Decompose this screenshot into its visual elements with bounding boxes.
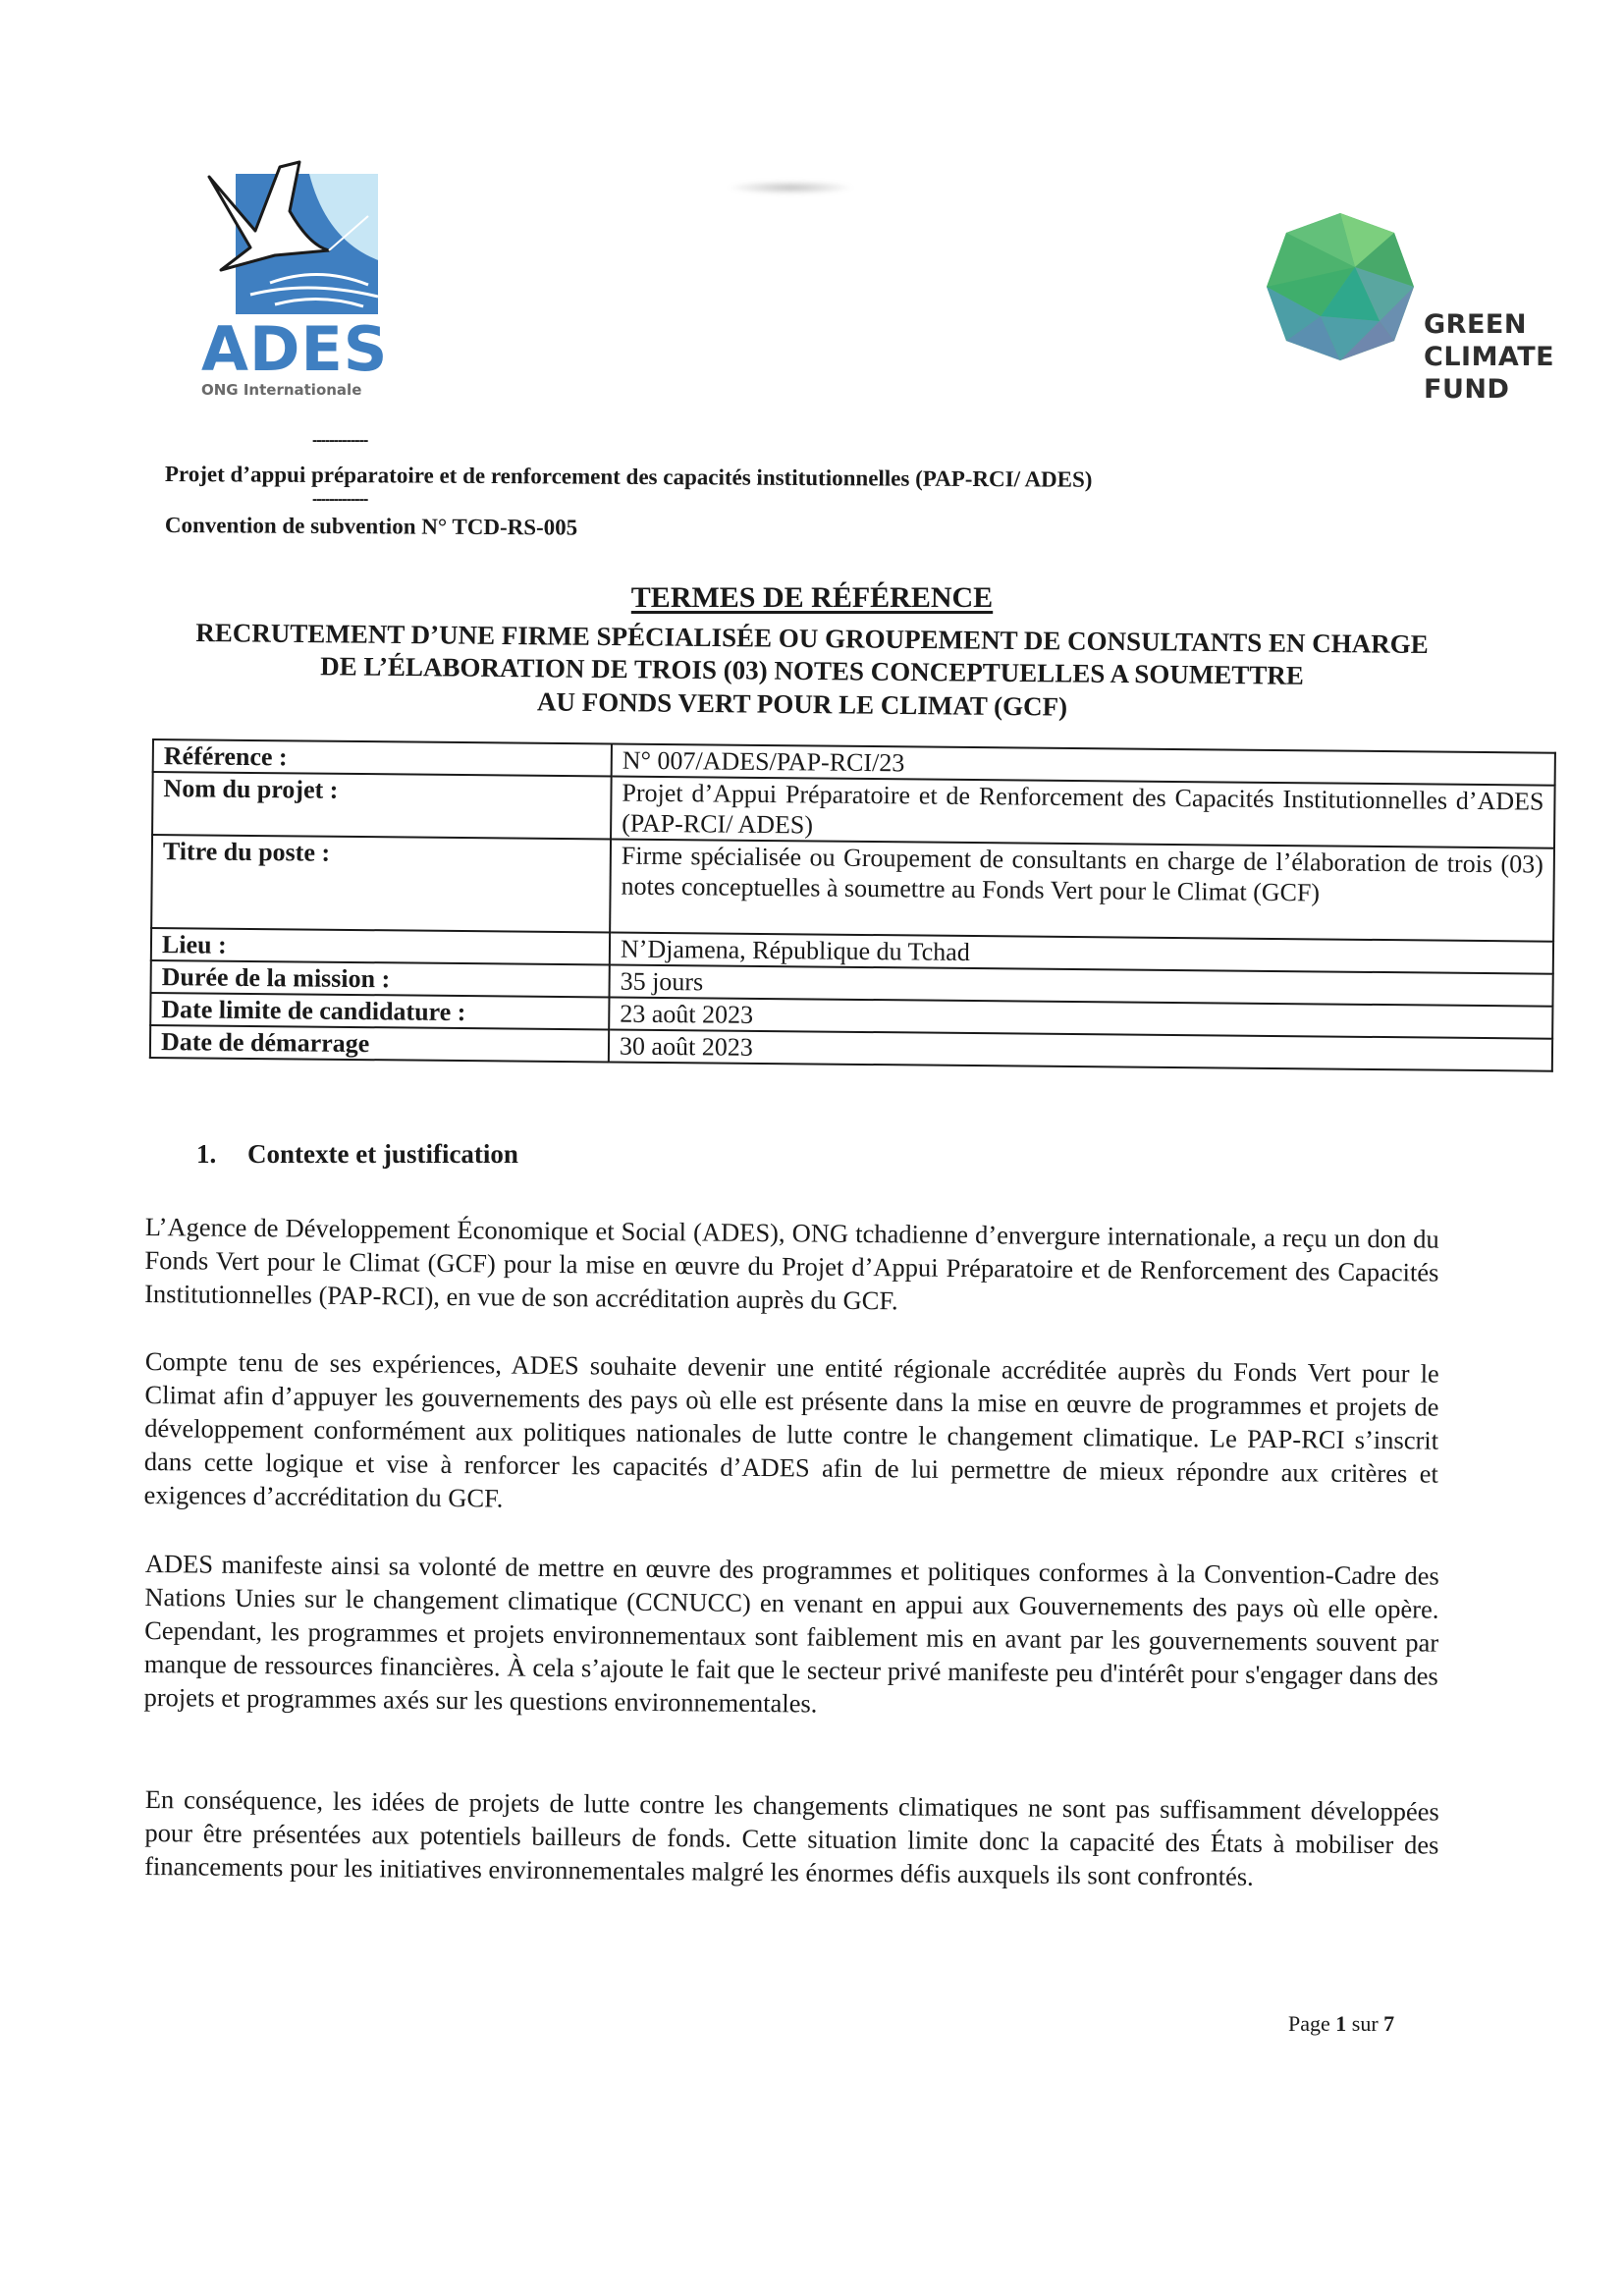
row-value: Firme spécialisée ou Groupement de consultants en charge de l’élaboration de trois (03) notes conceptuelles à soumettre au Fonds Vert pour le Climat (GCF) [610,839,1554,941]
ades-subtitle: ONG Internationale [201,381,362,399]
row-label: Titre du poste : [151,835,611,932]
title-subtitle-line-2: DE L’ÉLABORATION DE TROIS (03) NOTES CONCEPTUELLES A SOUMETTRE [320,651,1305,690]
section-number: 1. [196,1139,217,1169]
separator-bottom: ------------- [312,491,368,508]
convention-line: Convention de subvention N° TCD-RS-005 [164,513,578,540]
row-label: Date limite de candidature : [150,993,609,1029]
row-label: Lieu : [151,928,610,964]
page-number: Page 1 sur 7 [1288,2011,1395,2036]
ades-wordmark: ADES [201,313,389,385]
geodesic-globe-icon [1262,208,1419,365]
scan-smudge [727,181,854,194]
row-value: 30 août 2023 [609,1029,1552,1070]
document-title: TERMES DE RÉFÉRENCE [630,581,994,614]
row-label: Durée de la mission : [151,960,610,997]
dove-icon [182,137,378,314]
title-subtitle-line-1: RECRUTEMENT D’UNE FIRME SPÉCIALISÉE OU GROUPEMENT DE CONSULTANTS EN CHARGE [195,617,1429,660]
paragraph: ADES manifeste ainsi sa volonté de mettre en œuvre des programmes et politiques conformes à la Convention-Cadre des Nations Unies sur le changement climatique (CCNUCC) en venant en appui aux Gouvernements des pays où elle opère. Cependant, les programmes et projets environnementaux sont faiblement mis en avant par les gouvernements souvent par manque de ressources financières. À cela s’ajoute le fait que le secteur privé manifeste peu d'intérêt pour s'engager dans des projets et programmes axés sur les questions environnementales. [143,1548,1439,1719]
paragraph: Compte tenu de ses expériences, ADES souhaite devenir une entité régionale accréditée auprès du Fonds Vert pour le Climat afin d’appuyer les gouvernements des pays où elle est présente dans la mise en œuvre de programmes et projets de développement conformément aux politiques nationales de lutte contre le changement climatique. Le PAP-RCI s’inscrit dans cette logique et vise à renforcer les capacités d’ADES afin de lui permettre de mieux répondre aux critères et exigences d’accréditation du GCF. [143,1345,1439,1513]
info-table [149,738,1556,1072]
title-subtitle-line-3: AU FONDS VERT POUR LE CLIMAT (GCF) [536,686,1068,722]
paragraph: L’Agence de Développement Économique et Social (ADES), ONG tchadienne d’envergure internationale, a reçu un don du Fonds Vert pour le Climat (GCF) pour la mise en œuvre du Projet d’Appui Préparatoire et de Renforcement des Capacités Institutionnelles (PAP-RCI), en vue de son accréditation auprès du GCF. [144,1211,1439,1315]
section-heading [196,1139,518,1170]
table-row [151,835,1554,942]
paragraph: En conséquence, les idées de projets de lutte contre les changements climatiques ne sont pas suffisamment développées pour être présentées aux potentiels bailleurs de fonds. Cette situation limite donc la capacité des États à mobiliser des financements pour les initiatives environnementales malgré les énormes défis auxquels ils sont confrontés. [144,1783,1439,1891]
section-title: Contexte et justification [247,1139,518,1169]
row-label: Nom du projet : [152,772,612,839]
row-value: 23 août 2023 [609,997,1552,1038]
project-line: Projet d’appui préparatoire et de renforcement des capacités institutionnelles (PAP-RCI/ ADES) [164,462,1093,492]
row-value: Projet d’Appui Préparatoire et de Renforcement des Capacités Institutionnelles d’ADES (PAP-RCI/ ADES) [611,776,1555,847]
row-value: N° 007/ADES/PAP-RCI/23 [612,743,1555,785]
row-label: Date de démarrage [150,1025,609,1062]
row-value: 35 jours [609,964,1552,1006]
gcf-wordmark: GREEN CLIMATE FUND [1424,309,1555,405]
row-value: N’Djamena, République du Tchad [610,932,1553,973]
separator-top: ------------- [312,432,368,449]
row-label: Référence : [153,739,612,776]
gcf-logo [1262,208,1576,414]
